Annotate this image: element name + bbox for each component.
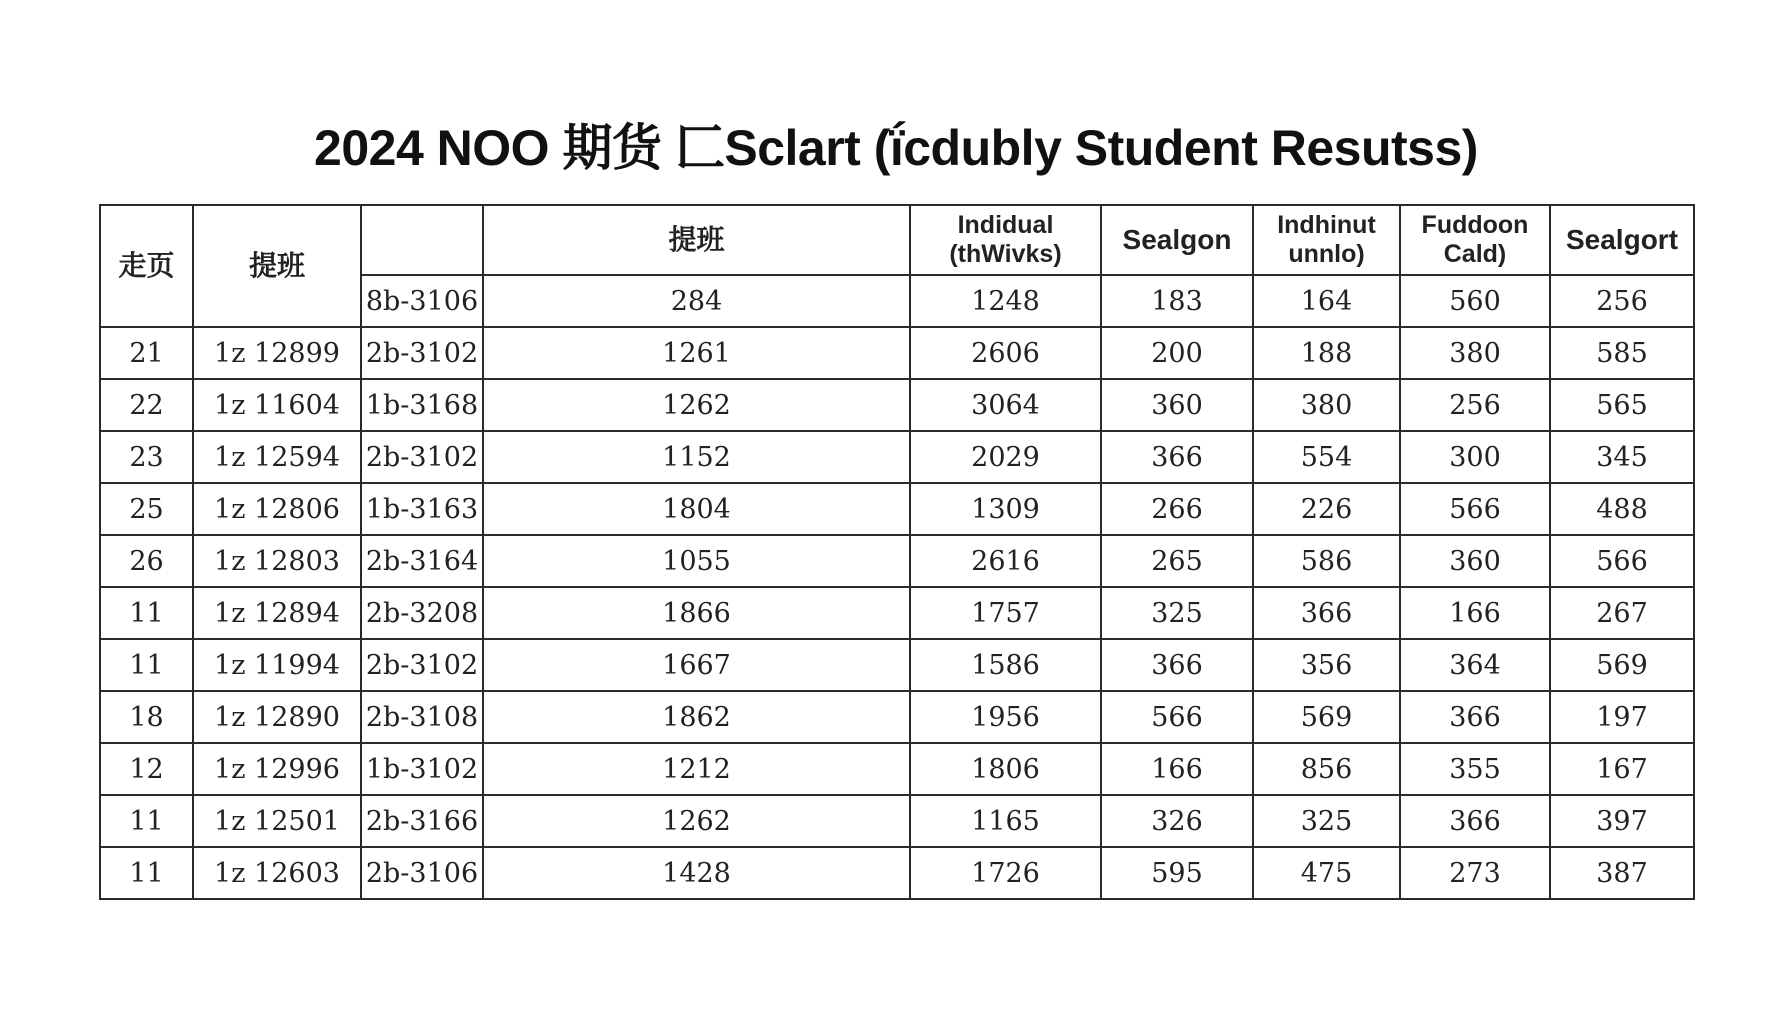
table-cell: 1212 bbox=[483, 743, 910, 795]
table-cell: 1z 12803 bbox=[193, 535, 361, 587]
table-cell: 11 bbox=[100, 847, 193, 899]
table-cell: 387 bbox=[1550, 847, 1694, 899]
table-cell: 1262 bbox=[483, 795, 910, 847]
table-cell: 1667 bbox=[483, 639, 910, 691]
table-cell: 226 bbox=[1253, 483, 1400, 535]
table-cell: 1726 bbox=[910, 847, 1101, 899]
table-cell: 488 bbox=[1550, 483, 1694, 535]
table-cell: 366 bbox=[1101, 639, 1253, 691]
table-cell: 364 bbox=[1400, 639, 1550, 691]
subheader-cell: 284 bbox=[483, 275, 910, 327]
subheader-cell: 8b-3106 bbox=[361, 275, 483, 327]
table-cell: 2029 bbox=[910, 431, 1101, 483]
table-cell: 1z 12899 bbox=[193, 327, 361, 379]
table-cell: 566 bbox=[1400, 483, 1550, 535]
table-cell: 200 bbox=[1101, 327, 1253, 379]
table-cell: 1z 12806 bbox=[193, 483, 361, 535]
table-cell: 267 bbox=[1550, 587, 1694, 639]
table-cell: 1862 bbox=[483, 691, 910, 743]
table-row bbox=[100, 587, 1694, 639]
table-cell: 12 bbox=[100, 743, 193, 795]
table-cell: 256 bbox=[1400, 379, 1550, 431]
header-cell bbox=[1400, 205, 1550, 275]
table-row bbox=[100, 847, 1694, 899]
table-cell: 366 bbox=[1101, 431, 1253, 483]
table-cell: 1428 bbox=[483, 847, 910, 899]
table-cell: 11 bbox=[100, 639, 193, 691]
table-row bbox=[100, 535, 1694, 587]
table-cell: 2b-3102 bbox=[361, 431, 483, 483]
table-cell: 366 bbox=[1400, 795, 1550, 847]
table-row bbox=[100, 795, 1694, 847]
table-cell: 345 bbox=[1550, 431, 1694, 483]
table-cell: 273 bbox=[1400, 847, 1550, 899]
table-cell: 26 bbox=[100, 535, 193, 587]
table-cell: 1866 bbox=[483, 587, 910, 639]
table-cell: 1z 12603 bbox=[193, 847, 361, 899]
subheader-cell: 1248 bbox=[910, 275, 1101, 327]
table-cell: 1806 bbox=[910, 743, 1101, 795]
table-cell: 166 bbox=[1101, 743, 1253, 795]
table-cell: 1804 bbox=[483, 483, 910, 535]
table-cell: 167 bbox=[1550, 743, 1694, 795]
table-cell: 325 bbox=[1101, 587, 1253, 639]
table-cell: 25 bbox=[100, 483, 193, 535]
table-cell: 1z 12594 bbox=[193, 431, 361, 483]
table-cell: 166 bbox=[1400, 587, 1550, 639]
table-row bbox=[100, 691, 1694, 743]
subheader-cell: 164 bbox=[1253, 275, 1400, 327]
table-cell: 569 bbox=[1550, 639, 1694, 691]
table-cell: 355 bbox=[1400, 743, 1550, 795]
table-cell: 2b-3166 bbox=[361, 795, 483, 847]
header-label: Indidual (thWivks) bbox=[949, 211, 1062, 268]
header-label: Indhinut unnlo) bbox=[1277, 211, 1376, 268]
table-cell: 197 bbox=[1550, 691, 1694, 743]
header-cell bbox=[910, 205, 1101, 275]
table-cell: 1z 12996 bbox=[193, 743, 361, 795]
table-cell: 566 bbox=[1101, 691, 1253, 743]
table-cell: 265 bbox=[1101, 535, 1253, 587]
table-cell: 1055 bbox=[483, 535, 910, 587]
header-cell: Sealgon bbox=[1101, 205, 1253, 275]
subheader-cell: 560 bbox=[1400, 275, 1550, 327]
table-cell: 1b-3168 bbox=[361, 379, 483, 431]
table-cell: 565 bbox=[1550, 379, 1694, 431]
table-cell: 1b-3102 bbox=[361, 743, 483, 795]
table-row bbox=[100, 639, 1694, 691]
table-cell: 595 bbox=[1101, 847, 1253, 899]
table-cell: 18 bbox=[100, 691, 193, 743]
table-cell: 2b-3164 bbox=[361, 535, 483, 587]
header-row bbox=[100, 205, 1694, 275]
table-cell: 475 bbox=[1253, 847, 1400, 899]
table-cell: 325 bbox=[1253, 795, 1400, 847]
header-label: Fuddoon Cald) bbox=[1421, 211, 1529, 268]
table-row bbox=[100, 743, 1694, 795]
table-cell: 23 bbox=[100, 431, 193, 483]
table-cell: 1z 12890 bbox=[193, 691, 361, 743]
table-row bbox=[100, 327, 1694, 379]
table-cell: 1b-3163 bbox=[361, 483, 483, 535]
table-cell: 2b-3102 bbox=[361, 327, 483, 379]
table-cell: 300 bbox=[1400, 431, 1550, 483]
table-cell: 188 bbox=[1253, 327, 1400, 379]
table-cell: 11 bbox=[100, 795, 193, 847]
table-cell: 856 bbox=[1253, 743, 1400, 795]
table-cell: 360 bbox=[1400, 535, 1550, 587]
table-cell: 1261 bbox=[483, 327, 910, 379]
table-cell: 360 bbox=[1101, 379, 1253, 431]
table-cell: 585 bbox=[1550, 327, 1694, 379]
header-cell: 走页 bbox=[100, 205, 193, 327]
table-cell: 356 bbox=[1253, 639, 1400, 691]
table-cell: 11 bbox=[100, 587, 193, 639]
table-cell: 1165 bbox=[910, 795, 1101, 847]
table-cell: 266 bbox=[1101, 483, 1253, 535]
table-cell: 1262 bbox=[483, 379, 910, 431]
table-body bbox=[100, 327, 1694, 899]
table-row bbox=[100, 431, 1694, 483]
table-cell: 366 bbox=[1400, 691, 1550, 743]
table-cell: 1956 bbox=[910, 691, 1101, 743]
table-row bbox=[100, 483, 1694, 535]
header-cell bbox=[361, 205, 483, 275]
table-cell: 1z 12894 bbox=[193, 587, 361, 639]
table-cell: 397 bbox=[1550, 795, 1694, 847]
table-cell: 326 bbox=[1101, 795, 1253, 847]
table-cell: 21 bbox=[100, 327, 193, 379]
table-cell: 586 bbox=[1253, 535, 1400, 587]
table-cell: 2616 bbox=[910, 535, 1101, 587]
table-cell: 1757 bbox=[910, 587, 1101, 639]
table-cell: 2b-3106 bbox=[361, 847, 483, 899]
table-cell: 2b-3102 bbox=[361, 639, 483, 691]
table-cell: 566 bbox=[1550, 535, 1694, 587]
table-cell: 1z 12501 bbox=[193, 795, 361, 847]
table-cell: 1z 11994 bbox=[193, 639, 361, 691]
table-cell: 1152 bbox=[483, 431, 910, 483]
subheader-cell: 183 bbox=[1101, 275, 1253, 327]
table-row bbox=[100, 379, 1694, 431]
table-cell: 554 bbox=[1253, 431, 1400, 483]
header-cell bbox=[1253, 205, 1400, 275]
header-cell: 提班 bbox=[483, 205, 910, 275]
table-cell: 2b-3108 bbox=[361, 691, 483, 743]
table-cell: 366 bbox=[1253, 587, 1400, 639]
table-cell: 22 bbox=[100, 379, 193, 431]
table-cell: 380 bbox=[1400, 327, 1550, 379]
table-cell: 380 bbox=[1253, 379, 1400, 431]
header-cell: 提班 bbox=[193, 205, 361, 327]
table-cell: 2b-3208 bbox=[361, 587, 483, 639]
table-cell: 2606 bbox=[910, 327, 1101, 379]
table-cell: 1586 bbox=[910, 639, 1101, 691]
table-cell: 3064 bbox=[910, 379, 1101, 431]
table-cell: 1z 11604 bbox=[193, 379, 361, 431]
results-table bbox=[99, 204, 1695, 900]
table-cell: 569 bbox=[1253, 691, 1400, 743]
table-cell: 1309 bbox=[910, 483, 1101, 535]
subheader-cell: 256 bbox=[1550, 275, 1694, 327]
header-cell: Sealgort bbox=[1550, 205, 1694, 275]
page-title: 2024 NOO 期货 匚Sclart (ḯcdubly Student Resutss) bbox=[314, 120, 1478, 176]
